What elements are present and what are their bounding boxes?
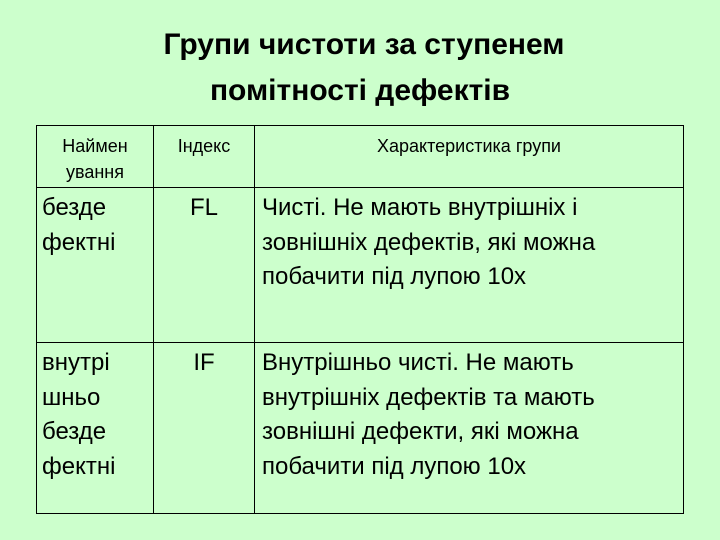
header-name: Наймен ування	[37, 126, 154, 188]
row-name: безде фектні	[37, 188, 154, 343]
row-name: внутрі шньо безде фектні	[37, 343, 154, 514]
table-header-row	[37, 126, 684, 188]
row-description: Внутрішньо чисті. Не мають внутрішніх дефектів та мають зовнішні дефекти, які можна побачити під лупою 10х	[255, 343, 684, 514]
clarity-groups-table	[36, 125, 684, 514]
table-row	[37, 343, 684, 514]
header-characteristic: Характеристика групи	[255, 126, 684, 188]
row-index: IF	[154, 343, 255, 514]
slide-title	[0, 22, 720, 114]
row-description: Чисті. Не мають внутрішніх і зовнішніх дефектів, які можна побачити під лупою 10х	[255, 188, 684, 343]
title-line-1: Групи чистоти за ступенем	[163, 28, 565, 61]
header-index: Індекс	[154, 126, 255, 188]
row-index: FL	[154, 188, 255, 343]
table-row	[37, 188, 684, 343]
title-line-2: помітності дефектів	[209, 74, 511, 107]
